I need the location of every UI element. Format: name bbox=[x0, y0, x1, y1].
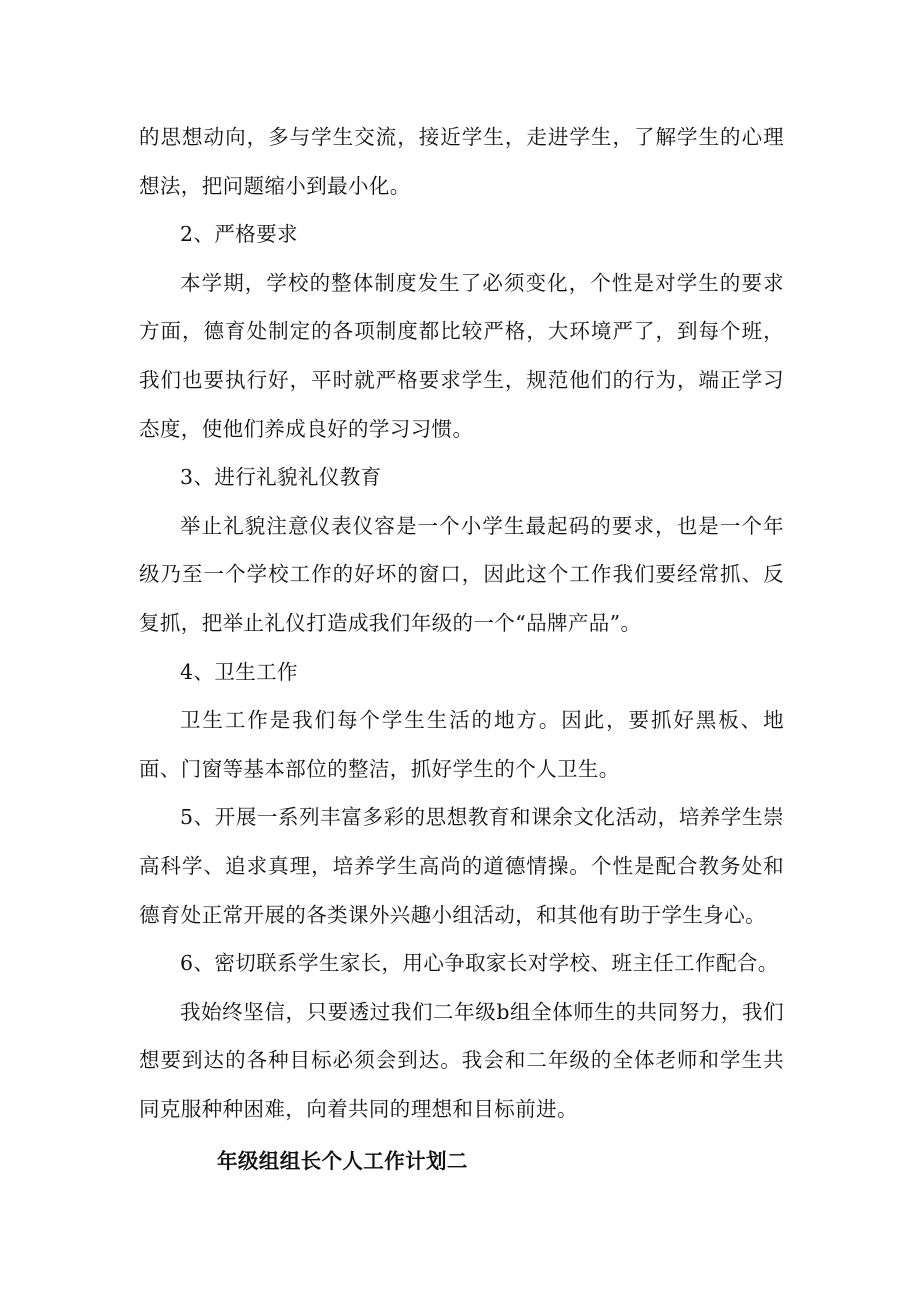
section-title-strict-requirements: 2、严格要求 bbox=[180, 222, 298, 247]
document-body bbox=[139, 113, 784, 1186]
section-heading-plan-two: 年级组组长个人工作计划二 bbox=[217, 1149, 468, 1174]
paragraph-parent-contact: 6、密切联系学生家长，用心争取家长对学校、班主任工作配合。 bbox=[180, 951, 779, 976]
paragraph-cultural-activities: 5、开展一系列丰富多彩的思想教育和课余文化活动，培养学生崇高科学、追求真理，培养学生高尚的道德情操。个性是配合教务处和德育处正常开展的各类课外兴趣小组活动，和其他有助于学生身心。 bbox=[139, 805, 784, 927]
paragraph-strict-requirements: 本学期，学校的整体制度发生了必须变化，个性是对学生的要求方面，德育处制定的各项制度都比较严格，大环境严了，到每个班，我们也要执行好，平时就严格要求学生，规范他们的行为，端正学习态度，使他们养成良好的学习习惯。 bbox=[139, 270, 784, 441]
paragraph-conclusion: 我始终坚信，只要透过我们二年级b组全体师生的共同努力，我们想要到达的各种目标必须会到达。我会和二年级的全体老师和学生共同克服种种困难，向着共同的理想和目标前进。 bbox=[139, 999, 784, 1121]
paragraph-continuation: 的思想动向，多与学生交流，接近学生，走进学生，了解学生的心理想法，把问题缩小到最小化。 bbox=[139, 125, 784, 198]
section-title-hygiene-work: 4、卫生工作 bbox=[180, 659, 298, 684]
paragraph-etiquette-education: 举止礼貌注意仪表仪容是一个小学生最起码的要求，也是一个年级乃至一个学校工作的好坏的窗口，因此这个工作我们要经常抓、反复抓，把举止礼仪打造成我们年级的一个“品牌产品”。 bbox=[139, 513, 784, 635]
paragraph-hygiene-work: 卫生工作是我们每个学生生活的地方。因此，要抓好黑板、地面、门窗等基本部位的整洁，抓好学生的个人卫生。 bbox=[139, 708, 784, 781]
section-title-etiquette-education: 3、进行礼貌礼仪教育 bbox=[180, 465, 382, 490]
